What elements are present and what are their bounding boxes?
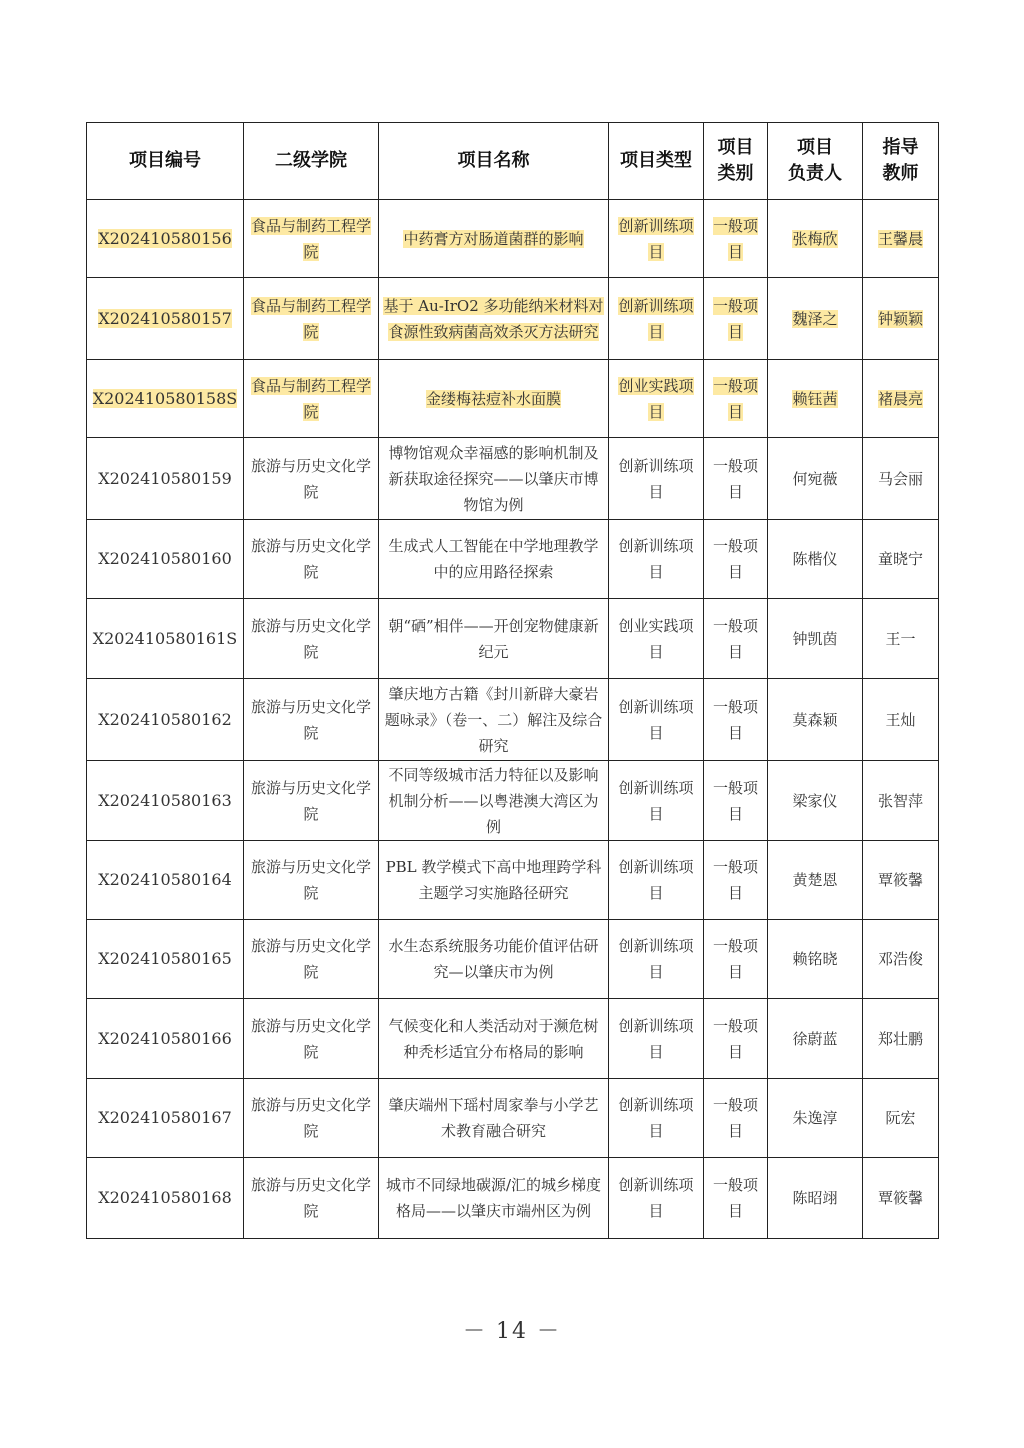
cell-college-text: 旅游与历史文化学院	[250, 537, 371, 581]
cell-project-type-text: 创新训练项目	[618, 697, 694, 742]
cell-project-leader-text: 陈昭翊	[792, 1189, 838, 1207]
cell-project-leader-text: 何宛薇	[792, 469, 838, 488]
cell-college-text: 旅游与历史文化学院	[250, 937, 371, 981]
cell-project-category	[704, 761, 768, 841]
cell-project-code	[87, 278, 244, 360]
cell-project-name	[379, 679, 609, 761]
cell-project-leader-text: 魏泽之	[792, 309, 838, 328]
cell-project-category	[704, 599, 768, 679]
cell-advisor	[863, 761, 939, 841]
cell-project-name	[379, 1158, 609, 1239]
cell-project-leader-text: 徐蔚蓝	[792, 1029, 838, 1048]
cell-college	[244, 1079, 379, 1158]
cell-project-type	[609, 599, 704, 679]
cell-college-text: 旅游与历史文化学院	[250, 1176, 371, 1220]
cell-advisor-text: 邓浩俊	[877, 950, 923, 968]
cell-project-leader-text: 黄楚恩	[792, 871, 838, 889]
cell-project-category-text: 一般项目	[712, 697, 758, 742]
cell-advisor	[863, 679, 939, 761]
cell-project-code-text: X202410580165	[98, 949, 232, 968]
cell-college-text: 旅游与历史文化学院	[250, 456, 371, 501]
cell-college-text: 食品与制药工程学院	[250, 296, 371, 341]
table-row	[87, 278, 939, 360]
table-row	[87, 1079, 939, 1158]
cell-project-type-text: 创新训练项目	[618, 1176, 694, 1220]
cell-project-category	[704, 841, 768, 920]
cell-college-text: 食品与制药工程学院	[250, 376, 371, 421]
cell-project-leader	[768, 599, 863, 679]
cell-project-code	[87, 200, 244, 278]
cell-project-code	[87, 920, 244, 999]
cell-project-category-text: 一般项目	[712, 858, 758, 902]
cell-project-type	[609, 920, 704, 999]
cell-project-leader	[768, 438, 863, 520]
cell-project-code-text: X202410580156	[98, 228, 232, 248]
cell-project-category	[704, 438, 768, 520]
cell-project-type	[609, 278, 704, 360]
cell-advisor-text: 童晓宁	[877, 550, 923, 568]
cell-project-code-text: X202410580166	[98, 1028, 232, 1048]
cell-project-type-text: 创新训练项目	[618, 1016, 694, 1061]
cell-college-text: 旅游与历史文化学院	[250, 1016, 371, 1061]
cell-project-type-text: 创业实践项目	[618, 616, 694, 661]
cell-project-category-text: 一般项目	[712, 537, 758, 581]
cell-project-category-text: 一般项目	[712, 1016, 758, 1061]
cell-project-type	[609, 761, 704, 841]
cell-project-code	[87, 360, 244, 438]
cell-project-leader-text: 赖铭晓	[792, 950, 838, 968]
cell-project-category-text: 一般项目	[712, 456, 758, 501]
cell-project-leader-text: 梁家仪	[792, 791, 838, 810]
table-row	[87, 679, 939, 761]
cell-college	[244, 761, 379, 841]
table-body	[87, 200, 939, 1239]
cell-college	[244, 679, 379, 761]
cell-project-leader-text: 赖钰茜	[792, 389, 838, 408]
cell-project-leader	[768, 520, 863, 599]
cell-project-leader-text: 钟凯茵	[792, 629, 838, 648]
cell-project-type	[609, 999, 704, 1079]
cell-college	[244, 278, 379, 360]
cell-college-text: 旅游与历史文化学院	[250, 697, 371, 742]
cell-advisor-text: 王馨晨	[877, 229, 923, 248]
cell-project-leader-text: 朱逸淳	[792, 1109, 838, 1127]
cell-project-code-text: X202410580159	[98, 468, 232, 488]
cell-project-type-text: 创新训练项目	[618, 216, 694, 261]
cell-project-code-text: X202410580163	[98, 790, 232, 810]
cell-college	[244, 360, 379, 438]
cell-project-leader	[768, 200, 863, 278]
cell-college	[244, 1158, 379, 1239]
cell-college-text: 食品与制药工程学院	[250, 216, 371, 261]
cell-project-leader	[768, 679, 863, 761]
cell-project-leader	[768, 1158, 863, 1239]
cell-college	[244, 841, 379, 920]
cell-project-type-text: 创新训练项目	[618, 858, 694, 902]
cell-project-type	[609, 200, 704, 278]
cell-college	[244, 438, 379, 520]
cell-project-code-text: X202410580162	[98, 709, 232, 729]
cell-project-type	[609, 360, 704, 438]
cell-project-category-text: 一般项目	[712, 937, 758, 981]
cell-advisor	[863, 278, 939, 360]
cell-project-leader-text: 张梅欣	[792, 229, 838, 248]
cell-project-code	[87, 841, 244, 920]
cell-project-category-text: 一般项目	[712, 1176, 758, 1220]
cell-project-code-text: X202410580157	[98, 308, 232, 328]
cell-advisor-text: 郑壮鹏	[877, 1029, 923, 1048]
cell-project-name	[379, 920, 609, 999]
table-row	[87, 200, 939, 278]
cell-project-code	[87, 1158, 244, 1239]
cell-project-category	[704, 520, 768, 599]
cell-project-code-text: X202410580164	[98, 870, 232, 889]
cell-advisor	[863, 599, 939, 679]
cell-project-name-text: 肇庆地方古籍《封川新辟大豪岩题咏录》（卷一、二）解注及综合研究	[384, 684, 603, 755]
cell-project-code	[87, 438, 244, 520]
cell-college	[244, 520, 379, 599]
cell-project-category-text: 一般项目	[712, 1096, 758, 1140]
cell-project-name-text: 肇庆端州下瑶村周家拳与小学艺术教育融合研究	[388, 1096, 599, 1140]
cell-project-leader	[768, 920, 863, 999]
cell-advisor-text: 阮宏	[885, 1109, 916, 1127]
table-row	[87, 360, 939, 438]
cell-project-code	[87, 599, 244, 679]
cell-project-name-text: 水生态系统服务功能价值评估研究—以肇庆市为例	[388, 937, 599, 981]
cell-project-name-text: 朝“硒”相伴——开创宠物健康新纪元	[388, 616, 599, 661]
cell-project-leader-text: 莫森颖	[792, 710, 838, 729]
header-project-leader: 项目 负责人	[768, 123, 863, 200]
cell-project-category	[704, 278, 768, 360]
cell-project-category-text: 一般项目	[712, 376, 758, 421]
cell-project-leader-text: 陈楷仪	[792, 550, 838, 568]
cell-project-category	[704, 1079, 768, 1158]
cell-project-type	[609, 1079, 704, 1158]
cell-project-category-text: 一般项目	[712, 616, 758, 661]
table-row	[87, 761, 939, 841]
cell-advisor-text: 马会丽	[877, 469, 923, 488]
cell-project-name	[379, 599, 609, 679]
cell-college-text: 旅游与历史文化学院	[250, 778, 371, 823]
cell-project-name-text: 基于 Au-IrO2 多功能纳米材料对食源性致病菌高效杀灭方法研究	[383, 296, 604, 341]
cell-project-code-text: X202410580158S	[92, 388, 238, 408]
table-header-row	[87, 123, 939, 200]
header-project-code: 项目编号	[87, 123, 244, 200]
header-advisor: 指导 教师	[863, 123, 939, 200]
cell-project-type	[609, 520, 704, 599]
cell-project-name	[379, 438, 609, 520]
cell-advisor	[863, 999, 939, 1079]
cell-advisor	[863, 438, 939, 520]
cell-project-type	[609, 841, 704, 920]
cell-project-name-text: 博物馆观众幸福感的影响机制及新获取途径探究——以肇庆市博物馆为例	[388, 443, 599, 514]
cell-project-name-text: 金缕梅祛痘补水面膜	[425, 389, 561, 408]
cell-advisor	[863, 1158, 939, 1239]
cell-advisor-text: 覃筱馨	[877, 1189, 923, 1207]
cell-project-category	[704, 360, 768, 438]
table-row	[87, 999, 939, 1079]
cell-project-code-text: X202410580160	[98, 549, 232, 568]
cell-advisor-text: 覃筱馨	[877, 871, 923, 889]
table-row	[87, 1158, 939, 1239]
cell-project-code	[87, 679, 244, 761]
table-row	[87, 438, 939, 520]
table-row	[87, 599, 939, 679]
cell-advisor	[863, 520, 939, 599]
cell-project-name-text: 不同等级城市活力特征以及影响机制分析——以粤港澳大湾区为例	[388, 765, 599, 836]
cell-advisor-text: 钟颖颖	[877, 309, 923, 328]
cell-project-category	[704, 1158, 768, 1239]
header-project-name: 项目名称	[379, 123, 609, 200]
cell-college	[244, 599, 379, 679]
cell-project-category-text: 一般项目	[712, 778, 758, 823]
cell-project-type	[609, 1158, 704, 1239]
cell-advisor	[863, 360, 939, 438]
cell-project-type-text: 创新训练项目	[618, 456, 694, 501]
cell-college-text: 旅游与历史文化学院	[250, 616, 371, 661]
cell-project-leader	[768, 761, 863, 841]
cell-project-name-text: 气候变化和人类活动对于濒危树种秃杉适宜分布格局的影响	[388, 1016, 599, 1061]
cell-project-category	[704, 920, 768, 999]
cell-project-leader	[768, 360, 863, 438]
cell-project-type-text: 创新训练项目	[618, 296, 694, 341]
cell-college	[244, 999, 379, 1079]
cell-project-type	[609, 679, 704, 761]
cell-project-type	[609, 438, 704, 520]
cell-project-code-text: X202410580167	[98, 1108, 232, 1127]
cell-project-type-text: 创新训练项目	[618, 537, 694, 581]
table-row	[87, 920, 939, 999]
cell-advisor-text: 王灿	[885, 710, 916, 729]
cell-project-type-text: 创业实践项目	[618, 376, 694, 421]
cell-project-leader	[768, 999, 863, 1079]
cell-project-category-text: 一般项目	[712, 216, 758, 261]
cell-advisor-text: 褚晨亮	[877, 389, 923, 408]
cell-project-type-text: 创新训练项目	[618, 1096, 694, 1140]
header-project-type: 项目类型	[609, 123, 704, 200]
cell-advisor-text: 张智萍	[877, 791, 923, 810]
cell-advisor	[863, 1079, 939, 1158]
cell-project-code	[87, 520, 244, 599]
cell-advisor-text: 王一	[885, 629, 916, 648]
cell-advisor	[863, 200, 939, 278]
cell-project-category	[704, 679, 768, 761]
cell-project-name	[379, 200, 609, 278]
cell-project-type-text: 创新训练项目	[618, 778, 694, 823]
cell-project-name	[379, 520, 609, 599]
project-table	[86, 122, 939, 1239]
header-college: 二级学院	[244, 123, 379, 200]
cell-college-text: 旅游与历史文化学院	[250, 858, 371, 902]
cell-project-category-text: 一般项目	[712, 296, 758, 341]
cell-project-name	[379, 761, 609, 841]
cell-project-name	[379, 1079, 609, 1158]
table-row	[87, 841, 939, 920]
cell-project-name	[379, 841, 609, 920]
cell-project-leader	[768, 1079, 863, 1158]
cell-advisor	[863, 920, 939, 999]
cell-project-name-text: PBL 教学模式下高中地理跨学科主题学习实施路径研究	[385, 858, 602, 902]
cell-project-name-text: 中药膏方对肠道菌群的影响	[403, 229, 584, 248]
cell-college-text: 旅游与历史文化学院	[250, 1096, 371, 1140]
cell-project-code-text: X202410580161S	[92, 628, 238, 648]
cell-project-name	[379, 999, 609, 1079]
header-project-category: 项目 类别	[704, 123, 768, 200]
cell-project-type-text: 创新训练项目	[618, 937, 694, 981]
cell-project-code	[87, 761, 244, 841]
cell-project-category	[704, 999, 768, 1079]
cell-advisor	[863, 841, 939, 920]
cell-project-leader	[768, 841, 863, 920]
cell-project-leader	[768, 278, 863, 360]
page-number: － 14 －	[463, 1319, 561, 1344]
cell-project-category	[704, 200, 768, 278]
cell-project-name-text: 城市不同绿地碳源/汇的城乡梯度格局——以肇庆市端州区为例	[385, 1176, 602, 1220]
cell-college	[244, 200, 379, 278]
table-row	[87, 520, 939, 599]
cell-project-name	[379, 278, 609, 360]
cell-project-code-text: X202410580168	[98, 1188, 232, 1207]
cell-project-name	[379, 360, 609, 438]
cell-project-code	[87, 999, 244, 1079]
cell-project-code	[87, 1079, 244, 1158]
cell-college	[244, 920, 379, 999]
cell-project-name-text: 生成式人工智能在中学地理教学中的应用路径探索	[388, 537, 599, 581]
